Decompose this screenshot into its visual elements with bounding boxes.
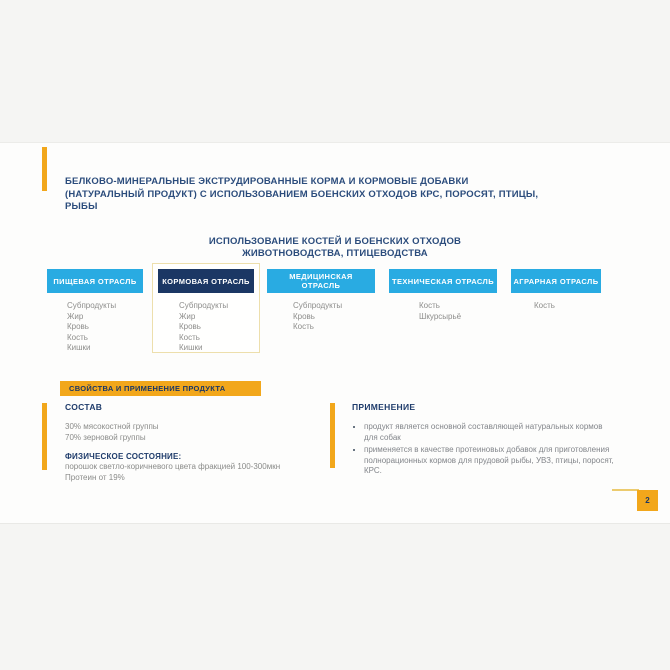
- industry-box-agrarian: АГРАРНАЯ ОТРАСЛЬ: [511, 269, 601, 293]
- application-heading: ПРИМЕНЕНИЕ: [352, 402, 416, 412]
- industry-column-medical: [267, 269, 375, 333]
- section-heading-wrap: [0, 236, 670, 260]
- list-item: Кровь: [293, 311, 315, 321]
- industry-list-medical: [267, 301, 375, 333]
- industry-box-medical: МЕДИЦИНСКАЯ ОТРАСЛЬ: [267, 269, 375, 293]
- list-item: Кишки: [179, 343, 203, 352]
- composition-line: 70% зерновой группы: [65, 432, 146, 442]
- list-item: Шкурсырьё: [419, 311, 462, 321]
- list-item: • продукт является основной составляющей натуральных кормов для собак: [364, 422, 614, 443]
- list-item: Кровь: [179, 322, 201, 331]
- physical-state-heading: ФИЗИЧЕСКОЕ СОСТОЯНИЕ:: [65, 452, 182, 461]
- list-item: Субпродукты: [293, 301, 343, 310]
- composition-accent-bar: [42, 403, 47, 470]
- page-number-badge: 2: [637, 490, 658, 511]
- section-heading: ИСПОЛЬЗОВАНИЕ КОСТЕЙ И БОЕНСКИХ ОТХОДОВ ЖИВОТНОВОДСТВА, ПТИЦЕВОДСТВА: [208, 236, 462, 259]
- composition-heading: СОСТАВ: [65, 402, 103, 412]
- physical-state-line: Протеин от 19%: [65, 472, 125, 482]
- list-item: Жир: [67, 311, 84, 321]
- industry-column-feed-highlighted: [152, 263, 260, 353]
- presentation-slide: [0, 142, 670, 524]
- list-item: • применяется в качестве протеиновых добавок для приготовления полнорационных кормов для прудовой рыбы, УВЗ, птицы, поросят, КРС.: [364, 445, 614, 477]
- industry-list-agrarian: [511, 301, 601, 312]
- list-item: Субпродукты: [179, 301, 229, 310]
- industry-column-technical: [389, 269, 497, 322]
- list-item: Субпродукты: [67, 301, 117, 310]
- properties-section-bar: СВОЙСТВА И ПРИМЕНЕНИЕ ПРОДУКТА: [60, 381, 261, 396]
- industry-list-technical: [389, 301, 497, 322]
- industry-list-feed: [153, 301, 259, 354]
- industry-box-food: ПИЩЕВАЯ ОТРАСЛЬ: [47, 269, 143, 293]
- composition-section: [65, 402, 317, 483]
- industry-column-agrarian: [511, 269, 601, 312]
- title-accent-bar: [42, 147, 47, 191]
- list-item: Кость: [293, 322, 314, 331]
- application-accent-bar: [330, 403, 335, 468]
- list-item: Кость: [534, 301, 555, 310]
- industry-box-technical: ТЕХНИЧЕСКАЯ ОТРАСЛЬ: [389, 269, 497, 293]
- list-item: Жир: [179, 311, 196, 321]
- composition-line: 30% мясокостной группы: [65, 422, 159, 431]
- page-number-rule: [612, 489, 639, 491]
- list-item: Кость: [419, 301, 440, 310]
- physical-state-line: порошок светло-коричневого цвета фракцией 100-300мкн: [65, 462, 281, 471]
- industry-list-food: [47, 301, 143, 354]
- list-item: Кишки: [67, 343, 91, 352]
- list-item: Кость: [67, 332, 88, 342]
- application-section: [352, 402, 614, 479]
- industry-box-feed: КОРМОВАЯ ОТРАСЛЬ: [158, 269, 254, 293]
- application-bullet-list: [352, 422, 614, 477]
- list-item: Кость: [179, 332, 200, 342]
- slide-title: БЕЛКОВО-МИНЕРАЛЬНЫЕ ЭКСТРУДИРОВАННЫЕ КОРМА И КОРМОВЫЕ ДОБАВКИ (НАТУРАЛЬНЫЙ ПРОДУКТ) С ИСПОЛЬЗОВАНИЕМ БОЕНСКИХ ОТХОДОВ КРС, ПОРОСЯТ, ПТИЦЫ, РЫБЫ: [65, 176, 539, 212]
- list-item: Кровь: [67, 322, 89, 331]
- industry-column-food: [47, 269, 143, 354]
